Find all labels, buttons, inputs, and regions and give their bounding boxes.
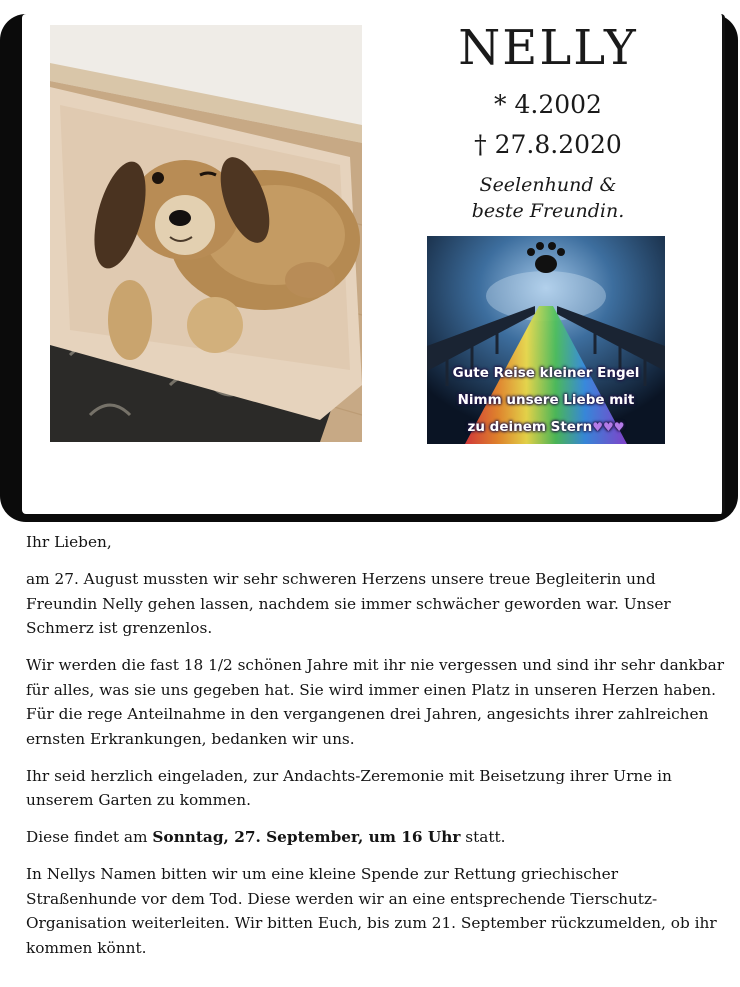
- paragraph-1: am 27. August mussten wir sehr schweren Herzens unsere treue Begleiterin und Freundin Nelly gehen lassen, nachdem sie immer schwächer geworden war. Unser Schmerz ist grenzenlos.: [26, 570, 671, 637]
- paragraph-4-start: Diese findet am: [26, 828, 153, 846]
- rainbow-bridge-image: [427, 236, 665, 444]
- epitaph: [398, 172, 698, 224]
- bridge-caption-line-2: Nimm unsere Liebe mit: [457, 392, 635, 408]
- paragraph-4-end: statt.: [460, 828, 506, 846]
- epitaph-line-1: Seelenhund &: [479, 174, 617, 196]
- paragraph-3: Ihr seid herzlich eingeladen, zur Andachts-Zeremonie mit Beisetzung ihrer Urne in unserem Garten zu kommen.: [26, 766, 672, 809]
- greeting: Ihr Lieben,: [26, 533, 112, 551]
- bridge-caption: [427, 360, 665, 441]
- bridge-caption-line-3: [427, 414, 665, 441]
- epitaph-line-2: beste Freundin.: [471, 200, 625, 222]
- dog-photo: [50, 25, 362, 442]
- pet-name: NELLY: [458, 20, 638, 76]
- bridge-caption-line-3-text: zu deinem Stern: [467, 419, 593, 435]
- letter-body: [26, 530, 726, 973]
- heart-icons: ♥♥♥: [592, 420, 625, 434]
- birth-date: * 4.2002: [494, 90, 602, 119]
- ceremony-date: Sonntag, 27. September, um 16 Uhr: [152, 828, 461, 846]
- death-date: † 27.8.2020: [474, 130, 622, 159]
- paragraph-2: Wir werden die fast 18 1/2 schönen Jahre mit ihr nie vergessen und sind ihr sehr dankbar für alles, was sie uns gegeben hat. Sie wird immer einen Platz in unseren Herzen haben. Für die rege Anteilnahme in den vergangenen drei Jahren, angesichts ihrer zahlreichen ernsten Erkrankungen, bedanken wir uns.: [26, 656, 725, 748]
- paragraph-5: In Nellys Namen bitten wir um eine kleine Spende zur Rettung griechischer Straßenhunde vor dem Tod. Diese werden wir an eine entsprechende Tierschutz-Organisation weiterleiten. Wir bitten Euch, bis zum 21. September rückzumelden, ob ihr kommen könnt.: [26, 865, 717, 957]
- bridge-caption-line-1: Gute Reise kleiner Engel: [452, 365, 640, 381]
- memorial-text: [398, 18, 698, 224]
- paragraph-4: [26, 825, 726, 850]
